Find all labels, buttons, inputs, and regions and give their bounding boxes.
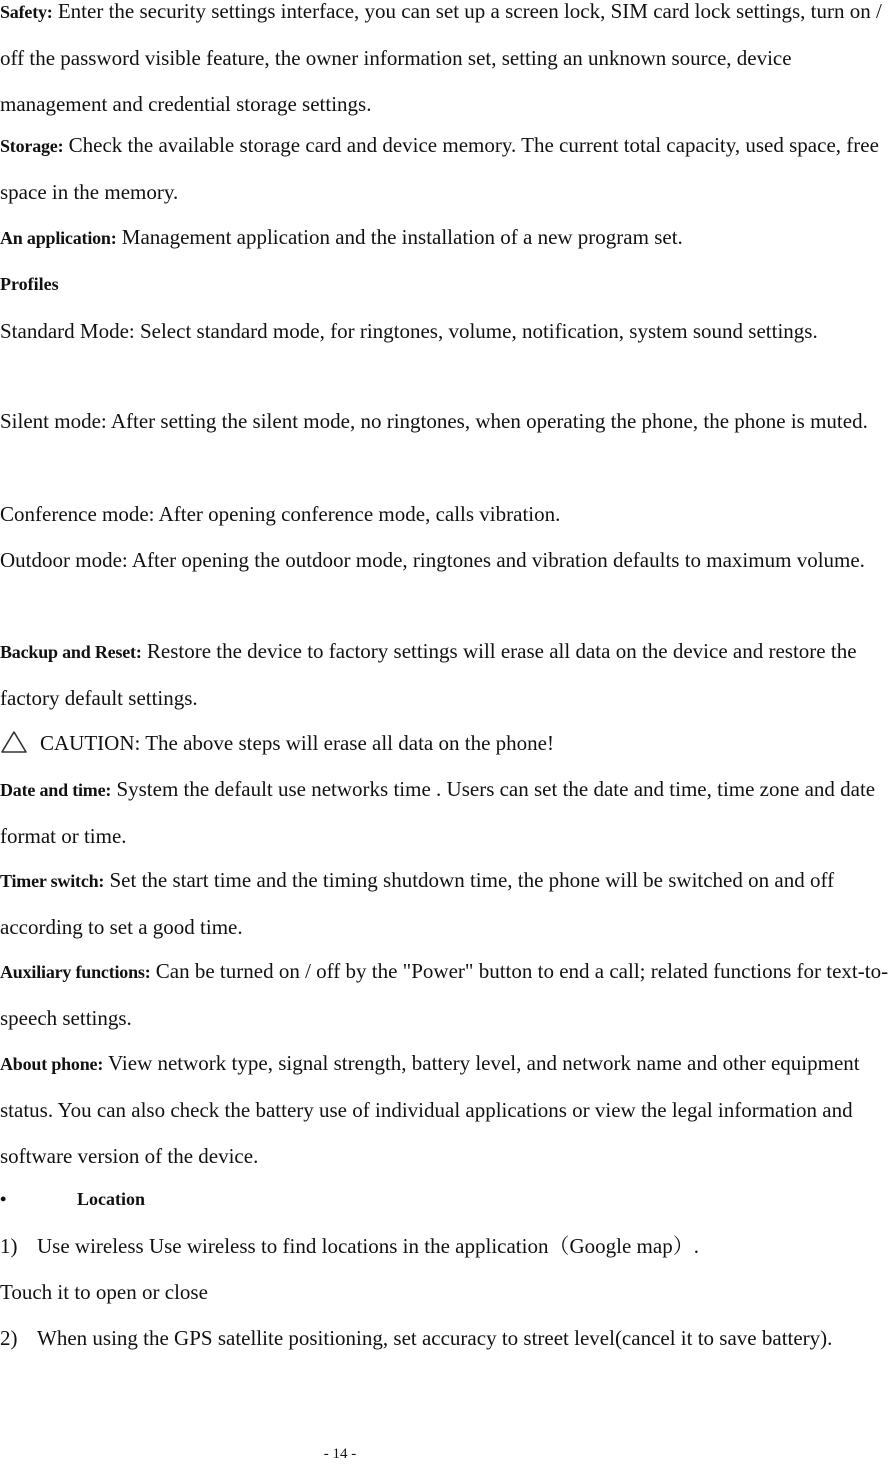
storage-label: Storage: — [0, 136, 64, 156]
datetime-label: Date and time: — [0, 780, 112, 800]
about-text: View network type, signal strength, battery level, and network name and other equipment status. You can also check the battery use of individual applications or view the legal information and software version of the device. — [0, 1051, 860, 1168]
safety-label: Safety: — [0, 2, 53, 22]
warning-triangle-icon — [0, 730, 28, 754]
safety-paragraph — [0, 0, 891, 127]
touch-note: Touch it to open or close — [0, 1280, 208, 1304]
timer-text: Set the start time and the timing shutdown time, the phone will be switched on and off according to set a good time. — [0, 868, 835, 939]
profiles-silent-mode: Silent mode: After setting the silent mode, no ringtones, when operating the phone, the phone is muted. — [0, 409, 868, 433]
profiles-standard-mode: Standard Mode: Select standard mode, for ringtones, volume, notification, system sound settings. — [0, 319, 818, 343]
list-text-1: Use wireless Use wireless to find locations in the application（Google map）. — [37, 1234, 699, 1258]
auxiliary-label: Auxiliary functions: — [0, 962, 151, 982]
page-number: - 14 - — [323, 1446, 357, 1462]
location-heading: Location — [77, 1189, 146, 1209]
backup-paragraph — [0, 628, 891, 721]
profiles-outdoor-mode: Outdoor mode: After opening the outdoor mode, ringtones and vibration defaults to maximum volume. — [0, 548, 865, 572]
application-label: An application: — [0, 228, 117, 248]
profiles-conference-mode: Conference mode: After opening conference mode, calls vibration. — [0, 502, 561, 526]
safety-text: Enter the security settings interface, you can set up a screen lock, SIM card lock settings, turn on / off the password visible feature, the owner information set, setting an unknown source, device management and credential storage settings. — [0, 0, 882, 116]
about-paragraph — [0, 1040, 891, 1179]
auxiliary-paragraph — [0, 948, 891, 1041]
datetime-paragraph — [0, 766, 891, 859]
location-item-2 — [0, 1315, 891, 1361]
storage-text: Check the available storage card and device memory. The current total capacity, used space, free space in the memory. — [0, 133, 879, 204]
storage-paragraph — [0, 122, 891, 215]
profiles-heading — [0, 260, 891, 307]
auxiliary-text: Can be turned on / off by the "Power" button to end a call; related functions for text-to-speech settings. — [0, 959, 889, 1030]
list-marker-1: 1) — [0, 1234, 18, 1258]
backup-label: Backup and Reset: — [0, 642, 142, 662]
caution-text: CAUTION: The above steps will erase all data on the phone! — [40, 731, 554, 755]
location-item-1 — [0, 1223, 891, 1269]
timer-paragraph — [0, 857, 891, 950]
caution-row — [0, 720, 891, 766]
backup-text: Restore the device to factory settings will erase all data on the device and restore the factory default settings. — [0, 639, 857, 710]
profiles-heading-text: Profiles — [0, 274, 59, 294]
list-text-2: When using the GPS satellite positioning, set accuracy to street level(cancel it to save battery). — [37, 1326, 833, 1350]
list-marker-2: 2) — [0, 1326, 18, 1350]
bullet-icon: • — [0, 1189, 7, 1209]
application-text: Management application and the installation of a new program set. — [116, 225, 683, 249]
datetime-text: System the default use networks time . Users can set the date and time, time zone and date format or time. — [0, 777, 876, 848]
timer-label: Timer switch: — [0, 871, 105, 891]
application-paragraph — [0, 214, 891, 261]
location-bullet-row — [0, 1176, 891, 1222]
about-label: About phone: — [0, 1054, 104, 1074]
